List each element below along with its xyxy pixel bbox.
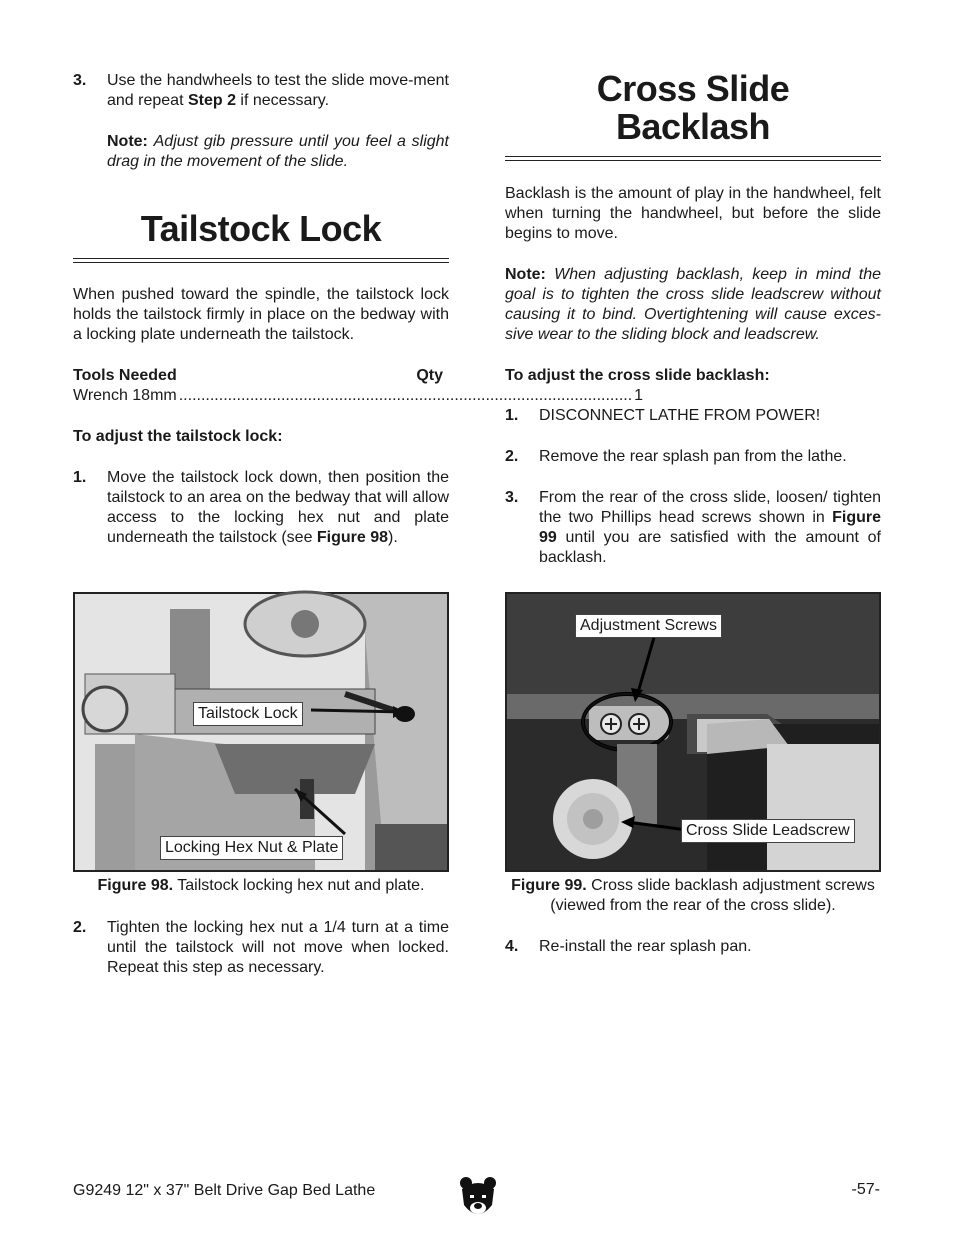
- grizzly-bear-logo-icon: [458, 1175, 498, 1223]
- qty-header: Qty: [416, 367, 443, 384]
- figure-99-photo: [505, 592, 881, 872]
- step-3-handwheels: 3. Use the handwheels to test the slide move-ment and repeat Step 2 if necessary.: [73, 72, 449, 109]
- figure-99-caption: Figure 99. Cross slide backlash adjustment screws (viewed from the rear of the cross slide).: [511, 877, 875, 914]
- section-title-cross-slide-backlash: Cross Slide Backlash: [596, 68, 790, 147]
- note-backlash: Note: When adjusting backlash, keep in mind the goal is to tighten the cross slide leadscrew without causing it to bind. Overtightening will cause exces-sive wear to the sliding block and leadscrew.: [505, 266, 881, 343]
- step-number: 3.: [505, 489, 519, 506]
- step-4-reinstall-splash-pan: 4. Re-install the rear splash pan.: [505, 938, 752, 955]
- procedure-heading-backlash: To adjust the cross slide backlash:: [505, 367, 770, 384]
- callout-adjustment-screws: Adjustment Screws: [575, 614, 722, 638]
- step-number: 1.: [73, 469, 87, 486]
- step-2-remove-splash-pan: 2. Remove the rear splash pan from the lathe.: [505, 448, 847, 465]
- tool-qty: 1: [634, 387, 644, 404]
- step-2-tighten-hex-nut: 2. Tighten the locking hex nut a 1/4 turn at a time until the tailstock will not move when locked. Repeat this step as necessary.: [73, 919, 449, 976]
- tool-row: [73, 386, 644, 406]
- tailstock-photo-illustration: [75, 594, 447, 870]
- callout-cross-slide-leadscrew: Cross Slide Leadscrew: [681, 819, 855, 843]
- step-1-position-tailstock: 1. Move the tailstock lock down, then position the tailstock to an area on the bedway that will allow access to the locking hex nut and plate underneath the tailstock (see Figure 98).: [73, 469, 449, 546]
- callout-locking-hex-nut: Locking Hex Nut & Plate: [160, 836, 343, 860]
- section-title-tailstock-lock: Tailstock Lock: [140, 208, 382, 249]
- tailstock-intro: When pushed toward the spindle, the tailstock lock holds the tailstock firmly in place on the bedway with a locking plate underneath the tailstock.: [73, 286, 449, 343]
- step-number: 3.: [73, 72, 87, 89]
- tool-name: Wrench 18mm: [73, 387, 177, 404]
- step-number: 2.: [505, 448, 519, 465]
- step-1-disconnect-power: 1. DISCONNECT LATHE FROM POWER!: [505, 407, 821, 424]
- section-divider: [505, 156, 881, 161]
- figure-98-caption: Figure 98. Tailstock locking hex nut and plate.: [97, 877, 425, 894]
- figure-98-photo: [73, 592, 449, 872]
- procedure-heading-tailstock: To adjust the tailstock lock:: [73, 428, 283, 445]
- step-number: 2.: [73, 919, 87, 936]
- tools-header: Tools Needed: [73, 367, 177, 384]
- footer-model: G9249 12" x 37" Belt Drive Gap Bed Lathe: [73, 1182, 376, 1199]
- step-number: 1.: [505, 407, 519, 424]
- backlash-intro: Backlash is the amount of play in the handwheel, felt when turning the handwheel, but before the slide begins to move.: [505, 185, 881, 242]
- leader-dots: ......................................................................................................: [178, 387, 633, 404]
- page-number: -57-: [851, 1181, 880, 1198]
- note-gib-pressure: Note: Adjust gib pressure until you feel a slight drag in the movement of the slide.: [107, 133, 449, 170]
- step-number: 4.: [505, 938, 519, 955]
- step-3-adjust-screws: 3. From the rear of the cross slide, loosen/ tighten the two Phillips head screws shown in Figure 99 until you are satisfied with the amount of backlash.: [505, 489, 881, 566]
- callout-tailstock-lock: Tailstock Lock: [193, 702, 303, 726]
- section-divider: [73, 258, 449, 263]
